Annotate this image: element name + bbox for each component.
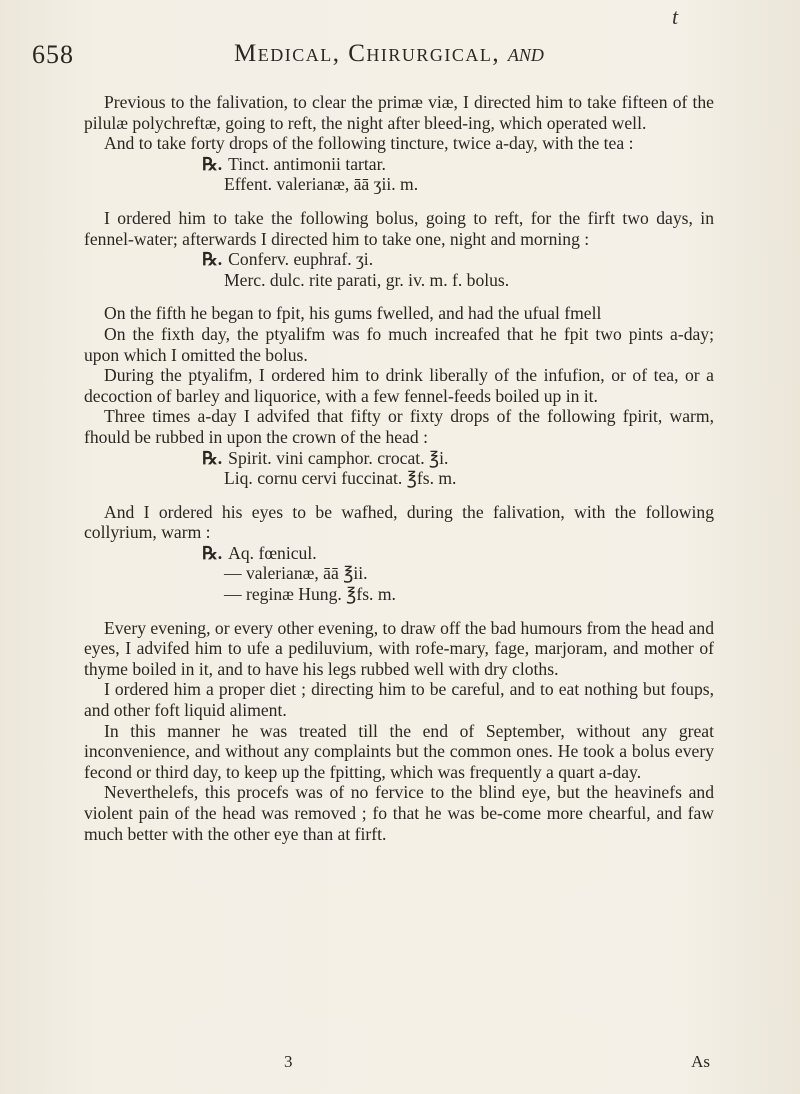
page-footer bbox=[84, 1052, 714, 1074]
paragraph-11: In this manner he was treated till the end of September, without any great inconvenience, and without any complaints but the common ones. He took a bolus every fecond or third day, to keep up the fpitting, which was frequently a quart a-day. bbox=[84, 720, 714, 782]
prescription-text: Aq. fœnicul. bbox=[228, 542, 317, 563]
paragraph-4: On the fifth he began to fpit, his gums fwelled, and had the ufual fmell bbox=[104, 303, 602, 324]
paragraph-12: Neverthelefs, this procefs was of no fervice to the blind eye, but the heavinefs and violent pain of the head was removed ; fo that he was be-come more chearful, and faw much better with the other eye than at firft. bbox=[84, 782, 714, 844]
paragraph-8: And I ordered his eyes to be wafhed, during the falivation, with the following collyrium, warm : bbox=[84, 501, 714, 543]
running-head-and: and bbox=[507, 40, 544, 67]
paragraph-2: And to take forty drops of the following tincture, twice a-day, with the tea : bbox=[104, 133, 634, 154]
paragraph-7: Three times a-day I advifed that fifty or fixty drops of the following fpirit, warm, fhould be rubbed in upon the crown of the head : bbox=[84, 406, 714, 447]
paragraph-10: I ordered him a proper diet ; directing him to be careful, and to eat nothing but foups, and other foft liquid aliment. bbox=[84, 679, 714, 721]
prescription-3-line-2: Liq. cornu cervi fuccinat. ℥fs. m. bbox=[224, 468, 457, 489]
recipe-symbol: ℞. bbox=[202, 447, 223, 468]
prescription-2-line-1 bbox=[84, 249, 714, 270]
prescription-text: Spirit. vini camphor. crocat. ℥i. bbox=[228, 447, 449, 468]
corner-mark: t bbox=[672, 4, 679, 29]
prescription-2-line-2: Merc. dulc. rite parati, gr. iv. m. f. bolus. bbox=[224, 269, 510, 290]
running-head-title: Medical, Chirurgical, bbox=[234, 40, 501, 67]
prescription-3-line-1 bbox=[84, 448, 714, 469]
prescription-1-line-1 bbox=[84, 154, 714, 175]
page-header bbox=[0, 40, 800, 80]
paragraph-6: During the ptyalifm, I ordered him to drink liberally of the infufion, or of tea, or a decoction of barley and liquorice, with a few fennel-feeds boiled up in it. bbox=[84, 365, 714, 406]
prescription-4-line-1 bbox=[84, 543, 714, 564]
body-text bbox=[84, 92, 714, 844]
paragraph-9: Every evening, or every other evening, to draw off the bad humours from the head and eyes, I advifed him to ufe a pediluvium, with rofe-mary, fage, marjoram, and mother of thyme boiled in it, and to have his legs rubbed well with dry cloths. bbox=[84, 617, 714, 679]
prescription-4-line-2: — valerianæ, āā ℥ii. bbox=[224, 563, 368, 584]
prescription-4-line-3: — reginæ Hung. ℥fs. m. bbox=[224, 584, 396, 605]
running-head bbox=[234, 40, 544, 68]
paragraph-1: Previous to the falivation, to clear the primæ viæ, I directed him to take fifteen of the pilulæ polychreftæ, going to reft, the night after bleed-ing, which operated well. bbox=[84, 92, 714, 133]
prescription-text: Conferv. euphraf. ʒi. bbox=[228, 249, 374, 270]
prescription-1-line-2: Effent. valerianæ, āā ʒii. m. bbox=[224, 174, 419, 195]
paragraph-5: On the fixth day, the ptyalifm was fo much increafed that he fpit two pints a-day; upon which I omitted the bolus. bbox=[84, 323, 714, 365]
signature-mark: 3 bbox=[284, 1052, 293, 1071]
paragraph-3: I ordered him to take the following bolus, going to reft, for the firft two days, in fennel-water; afterwards I directed him to take one, night and morning : bbox=[84, 207, 714, 249]
prescription-text: Tinct. antimonii tartar. bbox=[228, 153, 386, 174]
page-number: 658 bbox=[32, 40, 74, 69]
recipe-symbol: ℞. bbox=[202, 249, 223, 270]
recipe-symbol: ℞. bbox=[202, 153, 223, 174]
catchword: As bbox=[691, 1052, 710, 1071]
recipe-symbol: ℞. bbox=[202, 542, 223, 563]
